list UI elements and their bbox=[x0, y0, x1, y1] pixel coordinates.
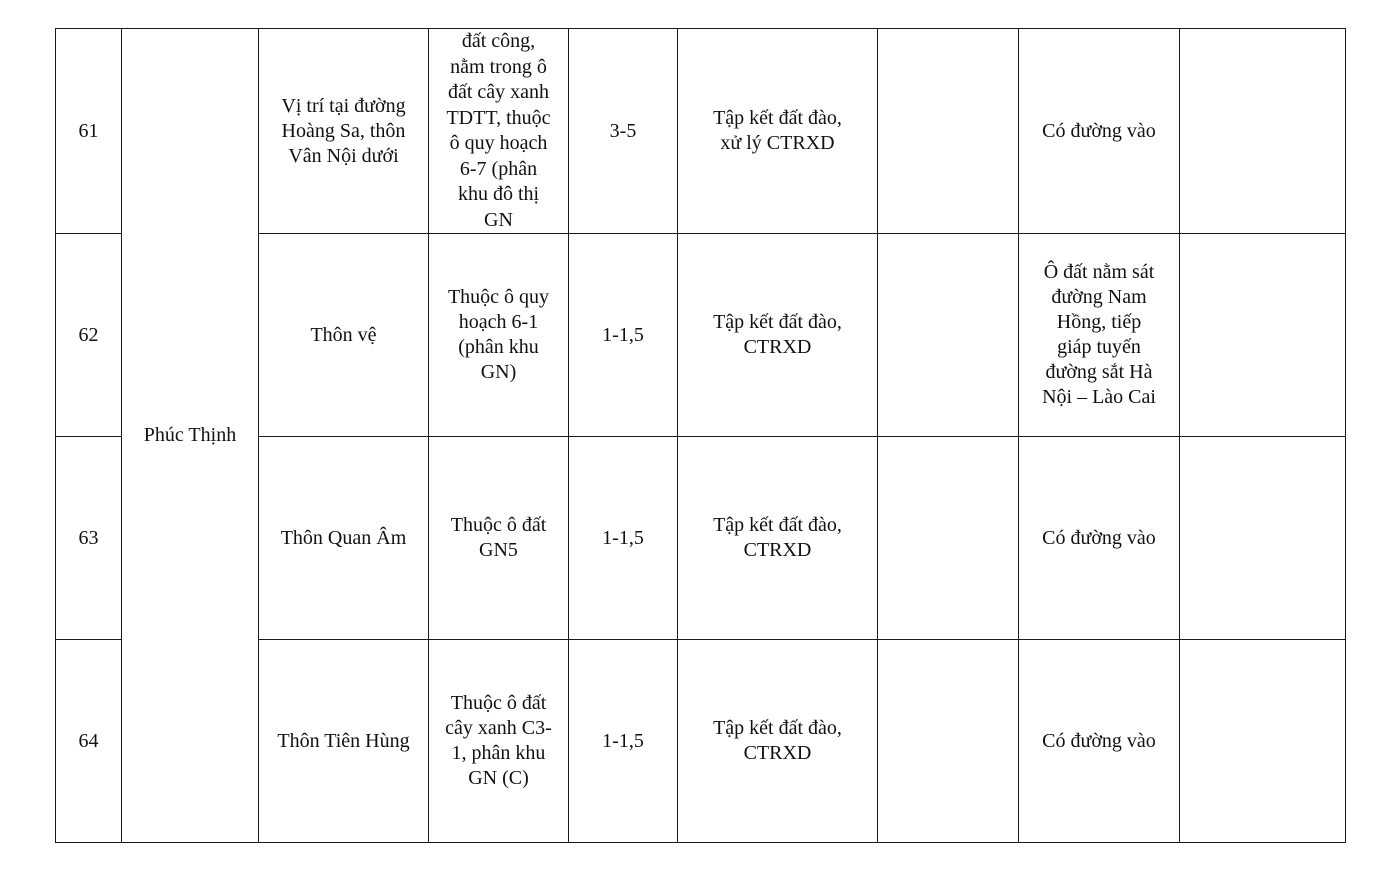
location-text: Thôn vệ bbox=[310, 323, 377, 346]
depth-cell: 1-1,5 bbox=[569, 437, 678, 640]
empty-cell bbox=[1180, 640, 1346, 843]
empty-cell bbox=[878, 640, 1019, 843]
access-text: Có đường vào bbox=[1042, 729, 1156, 752]
purpose-cell bbox=[678, 640, 878, 843]
empty-cell bbox=[878, 437, 1019, 640]
table-row bbox=[56, 29, 1346, 234]
empty-cell bbox=[1180, 29, 1346, 234]
access-text: Ô đất nằm sát đường Nam Hồng, tiếp giáp tuyến đường sắt Hà Nội – Lào Cai bbox=[1042, 261, 1156, 408]
location-text: Vị trí tại đường Hoàng Sa, thôn Vân Nội dưới bbox=[281, 94, 406, 167]
location-text: Thôn Tiên Hùng bbox=[277, 729, 410, 752]
row-number: 62 bbox=[56, 234, 122, 437]
plot-text: Thuộc ô quy hoạch 6-1 (phân khu GN) bbox=[447, 286, 550, 383]
access-cell bbox=[1019, 437, 1180, 640]
access-text: Có đường vào bbox=[1042, 119, 1156, 142]
depth-cell: 1-1,5 bbox=[569, 234, 678, 437]
purpose-text: Tập kết đất đào, xử lý CTRXD bbox=[713, 107, 842, 154]
location-cell bbox=[259, 640, 429, 843]
plot-cell bbox=[429, 234, 569, 437]
depth-cell: 1-1,5 bbox=[569, 640, 678, 843]
location-text: Thôn Quan Âm bbox=[280, 526, 407, 549]
access-text: Có đường vào bbox=[1042, 526, 1156, 549]
plot-cell bbox=[429, 640, 569, 843]
location-cell bbox=[259, 437, 429, 640]
plot-text: đất công, nằm trong ô đất cây xanh TDTT, thuộc ô quy hoạch 6-7 (phân khu đô thị GN bbox=[446, 30, 551, 231]
plot-text: Thuộc ô đất GN5 bbox=[450, 514, 547, 561]
empty-cell bbox=[1180, 437, 1346, 640]
access-cell bbox=[1019, 640, 1180, 843]
purpose-cell bbox=[678, 437, 878, 640]
purpose-cell bbox=[678, 234, 878, 437]
access-cell bbox=[1019, 29, 1180, 234]
row-number: 63 bbox=[56, 437, 122, 640]
location-cell bbox=[259, 29, 429, 234]
plot-cell bbox=[429, 29, 569, 234]
row-number: 61 bbox=[56, 29, 122, 234]
location-cell bbox=[259, 234, 429, 437]
empty-cell bbox=[878, 29, 1019, 234]
purpose-text: Tập kết đất đào, CTRXD bbox=[713, 514, 842, 561]
purpose-cell bbox=[678, 29, 878, 234]
depth-cell: 3-5 bbox=[569, 29, 678, 234]
plot-cell bbox=[429, 437, 569, 640]
access-cell bbox=[1019, 234, 1180, 437]
purpose-text: Tập kết đất đào, CTRXD bbox=[713, 311, 842, 358]
row-number: 64 bbox=[56, 640, 122, 843]
site-table bbox=[55, 28, 1346, 843]
purpose-text: Tập kết đất đào, CTRXD bbox=[713, 717, 842, 764]
empty-cell bbox=[878, 234, 1019, 437]
empty-cell bbox=[1180, 234, 1346, 437]
plot-text: Thuộc ô đất cây xanh C3- 1, phân khu GN (C) bbox=[445, 692, 552, 789]
commune-cell: Phúc Thịnh bbox=[122, 29, 259, 843]
